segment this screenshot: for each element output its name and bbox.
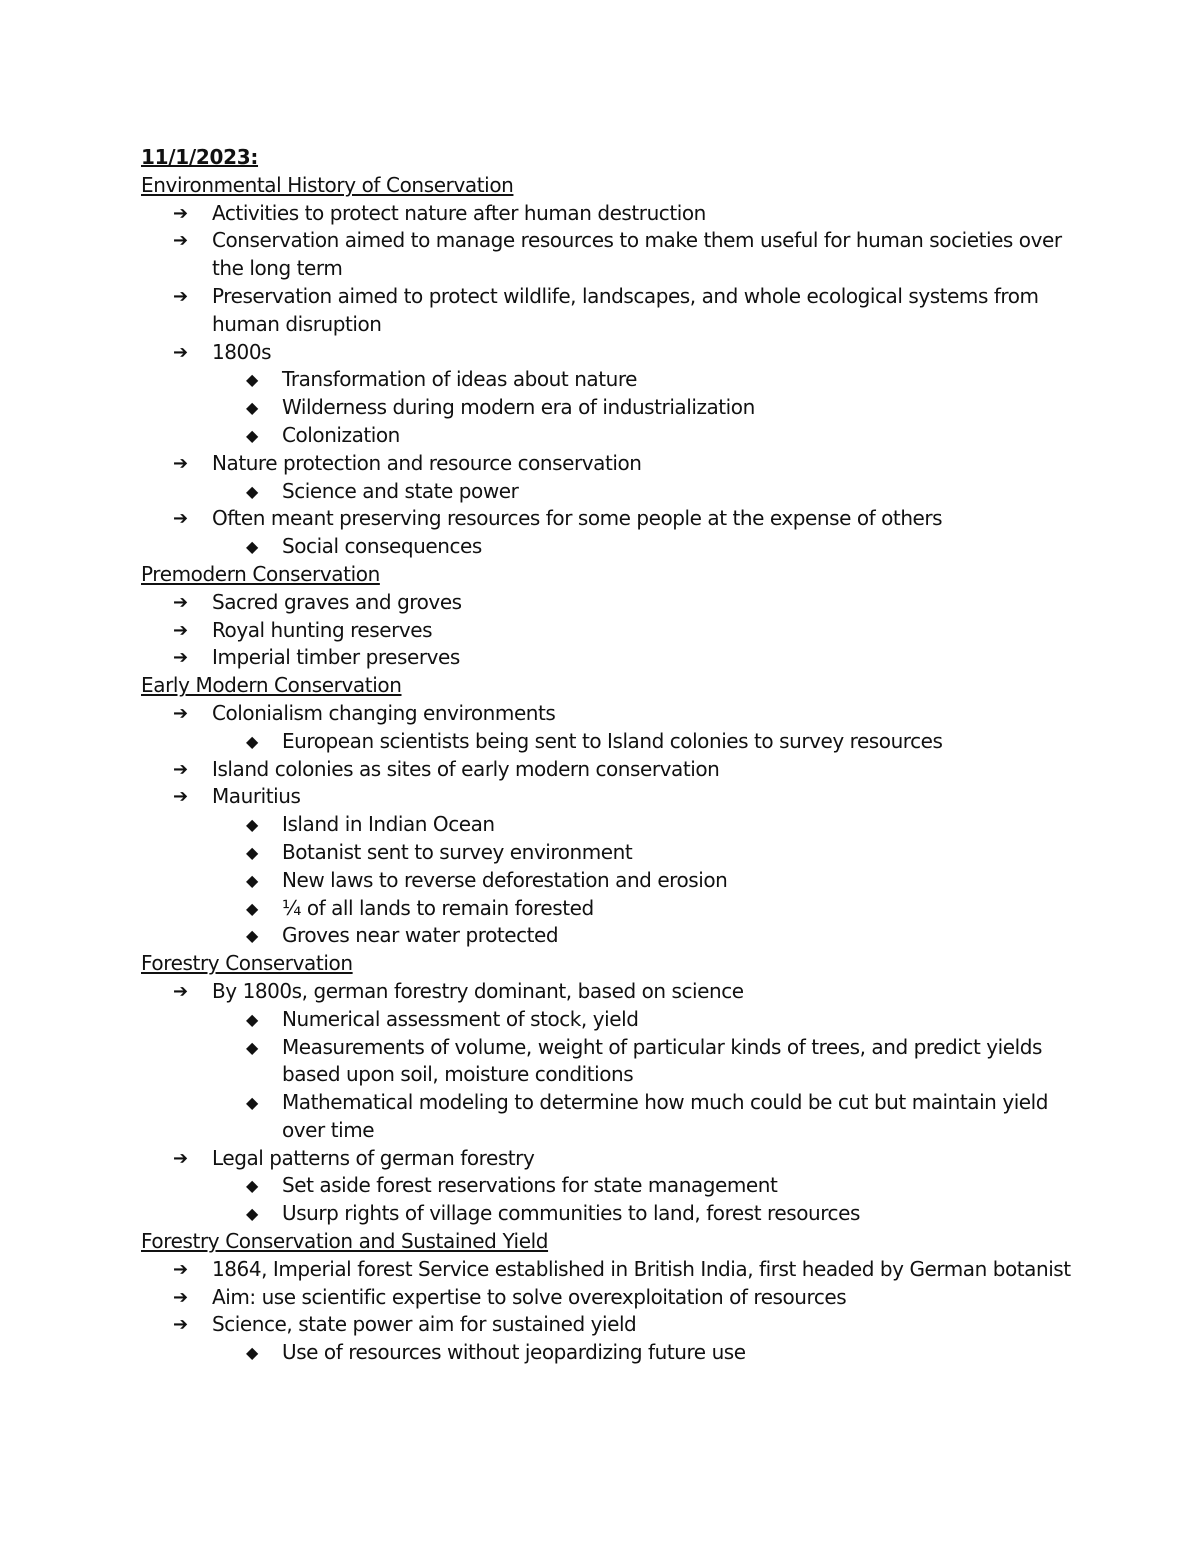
diamond-bullet-icon: ◆ <box>246 1093 258 1113</box>
arrow-bullet-icon: ➔ <box>173 647 188 669</box>
bullet-item <box>141 700 1072 728</box>
bullet-text: 1864, Imperial forest Service established in British India, first headed by German botanist <box>212 1256 1071 1281</box>
bullet-text: Activities to protect nature after human destruction <box>212 200 706 225</box>
diamond-bullet-icon: ◆ <box>246 1037 258 1057</box>
diamond-bullet-icon: ◆ <box>246 1343 258 1363</box>
notes-sections <box>141 172 1101 1367</box>
bullet-text: 1800s <box>212 339 272 364</box>
bullet-text: By 1800s, german forestry dominant, based on science <box>212 978 744 1003</box>
bullet-item <box>141 1311 1072 1339</box>
bullet-text: Legal patterns of german forestry <box>212 1145 535 1170</box>
diamond-bullet-icon: ◆ <box>246 870 258 890</box>
bullet-item <box>141 450 1072 478</box>
arrow-bullet-icon: ➔ <box>173 758 188 780</box>
sub-bullet-item <box>141 533 1082 561</box>
diamond-bullet-icon: ◆ <box>246 481 258 501</box>
arrow-bullet-icon: ➔ <box>173 230 188 252</box>
bullet-text: Often meant preserving resources for some people at the expense of others <box>212 506 943 531</box>
diamond-bullet-icon: ◆ <box>246 898 258 918</box>
bullet-item <box>141 1256 1072 1284</box>
diamond-bullet-icon: ◆ <box>246 370 258 390</box>
bullet-item <box>141 644 1072 672</box>
bullet-text: Island colonies as sites of early modern conservation <box>212 756 720 781</box>
arrow-bullet-icon: ➔ <box>173 508 188 530</box>
sub-bullet-item <box>141 839 1082 867</box>
bullet-item <box>141 1145 1072 1173</box>
sub-bullet-item <box>141 366 1082 394</box>
sub-bullet-text: Wilderness during modern era of industrialization <box>282 395 755 420</box>
sub-bullet-text: Use of resources without jeopardizing future use <box>282 1340 746 1365</box>
bullet-item <box>141 756 1072 784</box>
bullet-text: Preservation aimed to protect wildlife, landscapes, and whole ecological systems from human disruption <box>212 283 1039 336</box>
sub-bullet-text: ¼ of all lands to remain forested <box>282 895 594 920</box>
arrow-bullet-icon: ➔ <box>173 591 188 613</box>
arrow-bullet-icon: ➔ <box>173 452 188 474</box>
sub-bullet-item <box>141 1089 1082 1145</box>
arrow-bullet-icon: ➔ <box>173 619 188 641</box>
bullet-item <box>141 617 1072 645</box>
arrow-bullet-icon: ➔ <box>173 341 188 363</box>
sub-bullet-text: Social consequences <box>282 534 482 559</box>
sub-bullet-item <box>141 867 1082 895</box>
sub-bullet-item <box>141 1172 1082 1200</box>
arrow-bullet-icon: ➔ <box>173 1314 188 1336</box>
diamond-bullet-icon: ◆ <box>246 425 258 445</box>
bullet-text: Colonialism changing environments <box>212 700 556 725</box>
arrow-bullet-icon: ➔ <box>173 786 188 808</box>
diamond-bullet-icon: ◆ <box>246 537 258 557</box>
sub-bullet-item <box>141 895 1082 923</box>
bullet-item <box>141 589 1072 617</box>
sub-bullet-text: Botanist sent to survey environment <box>282 839 633 864</box>
sub-bullet-text: Transformation of ideas about nature <box>282 367 638 392</box>
sub-bullet-text: Colonization <box>282 422 400 447</box>
sub-bullet-text: Usurp rights of village communities to land, forest resources <box>282 1201 860 1226</box>
arrow-bullet-icon: ➔ <box>173 285 188 307</box>
sub-bullet-item <box>141 1006 1082 1034</box>
bullet-text: Nature protection and resource conservation <box>212 450 642 475</box>
notes-date: 11/1/2023: <box>141 145 259 169</box>
arrow-bullet-icon: ➔ <box>173 980 188 1002</box>
diamond-bullet-icon: ◆ <box>246 842 258 862</box>
diamond-bullet-icon: ◆ <box>246 398 258 418</box>
bullet-item <box>141 783 1072 811</box>
diamond-bullet-icon: ◆ <box>246 731 258 751</box>
bullet-item <box>141 283 1072 339</box>
diamond-bullet-icon: ◆ <box>246 1009 258 1029</box>
sub-bullet-text: Groves near water protected <box>282 923 559 948</box>
arrow-bullet-icon: ➔ <box>173 1147 188 1169</box>
bullet-text: Conservation aimed to manage resources to make them useful for human societies over the long term <box>212 228 1062 281</box>
sub-bullet-item <box>141 1034 1082 1090</box>
sub-bullet-text: Set aside forest reservations for state management <box>282 1173 778 1198</box>
arrow-bullet-icon: ➔ <box>173 1258 188 1280</box>
arrow-bullet-icon: ➔ <box>173 1286 188 1308</box>
bullet-text: Sacred graves and groves <box>212 589 462 614</box>
bullet-text: Science, state power aim for sustained yield <box>212 1312 637 1337</box>
bullet-item <box>141 200 1072 228</box>
diamond-bullet-icon: ◆ <box>246 1204 258 1224</box>
diamond-bullet-icon: ◆ <box>246 926 258 946</box>
bullet-item <box>141 1284 1072 1312</box>
bullet-text: Aim: use scientific expertise to solve overexploitation of resources <box>212 1284 847 1309</box>
sub-bullet-item <box>141 1339 1082 1367</box>
notes-page <box>141 144 1101 1367</box>
sub-bullet-text: New laws to reverse deforestation and erosion <box>282 867 728 892</box>
sub-bullet-text: Numerical assessment of stock, yield <box>282 1006 639 1031</box>
bullet-text: Mauritius <box>212 784 301 809</box>
section-heading: Premodern Conservation <box>141 561 380 586</box>
sub-bullet-item <box>141 422 1082 450</box>
sub-bullet-item <box>141 1200 1082 1228</box>
sub-bullet-item <box>141 728 1082 756</box>
diamond-bullet-icon: ◆ <box>246 1176 258 1196</box>
sub-bullet-item <box>141 922 1082 950</box>
sub-bullet-text: Mathematical modeling to determine how much could be cut but maintain yield over time <box>282 1090 1049 1142</box>
section-heading: Environmental History of Conservation <box>141 172 514 197</box>
bullet-text: Imperial timber preserves <box>212 645 460 670</box>
sub-bullet-text: Measurements of volume, weight of particular kinds of trees, and predict yields based upon soil, moisture conditions <box>282 1034 1042 1087</box>
bullet-item <box>141 505 1072 533</box>
arrow-bullet-icon: ➔ <box>173 202 188 224</box>
sub-bullet-item <box>141 478 1082 506</box>
section-heading: Early Modern Conservation <box>141 673 402 698</box>
section-heading: Forestry Conservation and Sustained Yield <box>141 1229 549 1254</box>
arrow-bullet-icon: ➔ <box>173 702 188 724</box>
sub-bullet-text: European scientists being sent to Island colonies to survey resources <box>282 728 943 753</box>
diamond-bullet-icon: ◆ <box>246 815 258 835</box>
sub-bullet-text: Island in Indian Ocean <box>282 812 495 837</box>
sub-bullet-item <box>141 394 1082 422</box>
bullet-text: Royal hunting reserves <box>212 617 433 642</box>
bullet-item <box>141 339 1072 367</box>
sub-bullet-text: Science and state power <box>282 478 519 503</box>
bullet-item <box>141 978 1072 1006</box>
section-heading: Forestry Conservation <box>141 951 353 976</box>
bullet-item <box>141 227 1072 283</box>
sub-bullet-item <box>141 811 1082 839</box>
